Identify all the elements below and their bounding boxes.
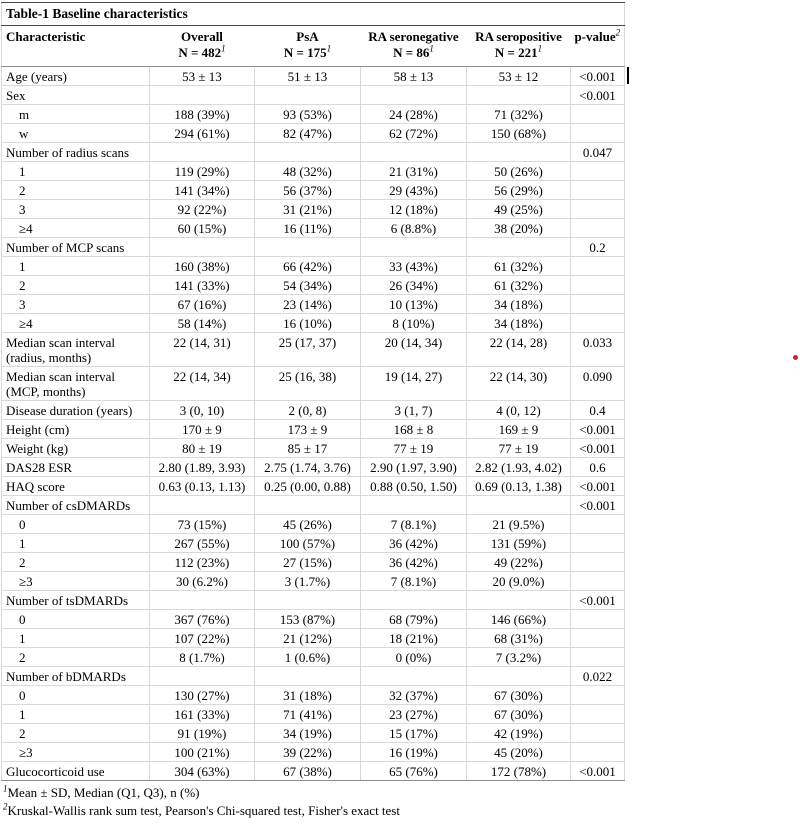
- cell-value: [255, 238, 361, 257]
- row-label: 3: [2, 295, 150, 314]
- row-label: Number of radius scans: [2, 143, 150, 162]
- cell-value: 367 (76%): [150, 610, 255, 629]
- table-row: [2, 667, 625, 686]
- cell-pvalue: [571, 686, 625, 705]
- row-label: ≥3: [2, 743, 150, 762]
- cell-pvalue: [571, 724, 625, 743]
- cell-value: 56 (37%): [255, 181, 361, 200]
- cell-value: [255, 591, 361, 610]
- row-label: ≥4: [2, 219, 150, 238]
- cell-value: 45 (26%): [255, 515, 361, 534]
- table-row: [2, 629, 625, 648]
- cell-value: 172 (78%): [467, 762, 571, 781]
- cell-value: 141 (33%): [150, 276, 255, 295]
- cell-pvalue: [571, 610, 625, 629]
- table-row: [2, 238, 625, 257]
- cell-value: 6 (8.8%): [361, 219, 467, 238]
- cell-value: 30 (6.2%): [150, 572, 255, 591]
- cell-value: 66 (42%): [255, 257, 361, 276]
- table-row: [2, 401, 625, 420]
- cell-value: 27 (15%): [255, 553, 361, 572]
- cell-value: 26 (34%): [361, 276, 467, 295]
- cell-pvalue: [571, 629, 625, 648]
- cell-value: 16 (19%): [361, 743, 467, 762]
- table-row: [2, 124, 625, 143]
- baseline-characteristics-table: [1, 2, 625, 781]
- cell-value: [467, 143, 571, 162]
- table-row: [2, 724, 625, 743]
- cell-value: 16 (10%): [255, 314, 361, 333]
- cell-pvalue: [571, 572, 625, 591]
- table-row: [2, 333, 625, 367]
- cell-value: 73 (15%): [150, 515, 255, 534]
- cell-value: [467, 667, 571, 686]
- cell-pvalue: 0.6: [571, 458, 625, 477]
- cell-value: 22 (14, 34): [150, 367, 255, 401]
- cell-value: 50 (26%): [467, 162, 571, 181]
- cell-pvalue: 0.033: [571, 333, 625, 367]
- row-label: Sex: [2, 86, 150, 105]
- cell-pvalue: [571, 314, 625, 333]
- cell-value: 67 (38%): [255, 762, 361, 781]
- cell-value: 67 (30%): [467, 686, 571, 705]
- cell-value: 93 (53%): [255, 105, 361, 124]
- cell-value: 82 (47%): [255, 124, 361, 143]
- cell-value: 112 (23%): [150, 553, 255, 572]
- cell-value: 53 ± 13: [150, 67, 255, 86]
- table-row: [2, 686, 625, 705]
- cell-value: 2 (0, 8): [255, 401, 361, 420]
- column-header: RA seropositive $N = 221^1$: [467, 26, 571, 67]
- cell-value: 23 (14%): [255, 295, 361, 314]
- table-row: [2, 515, 625, 534]
- table-row: [2, 477, 625, 496]
- row-label: ≥3: [2, 572, 150, 591]
- cell-value: 20 (9.0%): [467, 572, 571, 591]
- cell-value: [255, 86, 361, 105]
- cell-value: 23 (27%): [361, 705, 467, 724]
- row-label: Number of tsDMARDs: [2, 591, 150, 610]
- cell-value: 169 ± 9: [467, 420, 571, 439]
- cell-value: 80 ± 19: [150, 439, 255, 458]
- cell-value: 2.90 (1.97, 3.90): [361, 458, 467, 477]
- column-header: p-value$^2$: [571, 26, 625, 67]
- row-label: 2: [2, 724, 150, 743]
- cell-pvalue: 0.022: [571, 667, 625, 686]
- cell-value: [467, 591, 571, 610]
- cell-value: 61 (32%): [467, 257, 571, 276]
- row-label: 0: [2, 610, 150, 629]
- cell-value: 24 (28%): [361, 105, 467, 124]
- table-row: [2, 257, 625, 276]
- table-row: [2, 181, 625, 200]
- cell-pvalue: [571, 648, 625, 667]
- cell-value: 131 (59%): [467, 534, 571, 553]
- cell-pvalue: [571, 295, 625, 314]
- row-label: 3: [2, 200, 150, 219]
- row-label: Glucocorticoid use: [2, 762, 150, 781]
- cell-pvalue: <0.001: [571, 86, 625, 105]
- row-label: m: [2, 105, 150, 124]
- cell-value: 3 (0, 10): [150, 401, 255, 420]
- cell-pvalue: 0.047: [571, 143, 625, 162]
- cell-value: 25 (16, 38): [255, 367, 361, 401]
- cell-pvalue: <0.001: [571, 439, 625, 458]
- row-label: Disease duration (years): [2, 401, 150, 420]
- cell-value: 34 (18%): [467, 295, 571, 314]
- cell-value: [255, 667, 361, 686]
- table-row: [2, 572, 625, 591]
- row-label: Median scan interval (MCP, months): [2, 367, 150, 401]
- table-body: [2, 67, 625, 781]
- cell-value: 25 (17, 37): [255, 333, 361, 367]
- row-label: DAS28 ESR: [2, 458, 150, 477]
- cell-value: [467, 238, 571, 257]
- cell-value: 150 (68%): [467, 124, 571, 143]
- table-row: [2, 86, 625, 105]
- cell-value: 141 (34%): [150, 181, 255, 200]
- row-label: 1: [2, 257, 150, 276]
- cell-value: 62 (72%): [361, 124, 467, 143]
- cell-pvalue: [571, 181, 625, 200]
- cell-value: 32 (37%): [361, 686, 467, 705]
- cell-value: 48 (32%): [255, 162, 361, 181]
- cell-value: [467, 496, 571, 515]
- table-row: [2, 105, 625, 124]
- cell-value: 4 (0, 12): [467, 401, 571, 420]
- table-title: Table-1 Baseline characteristics: [2, 3, 625, 26]
- cell-value: 38 (20%): [467, 219, 571, 238]
- cell-value: 67 (30%): [467, 705, 571, 724]
- table-row: [2, 420, 625, 439]
- table-row: [2, 553, 625, 572]
- cell-value: 188 (39%): [150, 105, 255, 124]
- cell-value: 42 (19%): [467, 724, 571, 743]
- table-row: [2, 705, 625, 724]
- row-label: ≥4: [2, 314, 150, 333]
- cell-value: 153 (87%): [255, 610, 361, 629]
- table-row: [2, 67, 625, 86]
- cell-value: 51 ± 13: [255, 67, 361, 86]
- cell-value: 29 (43%): [361, 181, 467, 200]
- cell-pvalue: [571, 743, 625, 762]
- row-label: Number of MCP scans: [2, 238, 150, 257]
- cell-pvalue: [571, 705, 625, 724]
- cell-value: 107 (22%): [150, 629, 255, 648]
- table-row: [2, 143, 625, 162]
- cell-pvalue: 0.090: [571, 367, 625, 401]
- column-header: Overall $N = 482^1$: [150, 26, 255, 67]
- cell-value: [361, 591, 467, 610]
- cell-value: 7 (8.1%): [361, 515, 467, 534]
- cell-pvalue: [571, 257, 625, 276]
- cell-value: 16 (11%): [255, 219, 361, 238]
- cell-value: 160 (38%): [150, 257, 255, 276]
- table-row: [2, 591, 625, 610]
- cell-value: 0.63 (0.13, 1.13): [150, 477, 255, 496]
- table-footnotes: [1, 784, 624, 819]
- column-header: Characteristic: [2, 26, 150, 67]
- row-label: 1: [2, 162, 150, 181]
- cell-value: 54 (34%): [255, 276, 361, 295]
- cell-value: 49 (22%): [467, 553, 571, 572]
- cell-value: 168 ± 8: [361, 420, 467, 439]
- table-row: [2, 743, 625, 762]
- title-row: [2, 3, 625, 26]
- table-row: [2, 458, 625, 477]
- cell-value: 77 ± 19: [361, 439, 467, 458]
- row-label: 1: [2, 629, 150, 648]
- cell-value: [361, 86, 467, 105]
- cell-value: 267 (55%): [150, 534, 255, 553]
- cell-value: 85 ± 17: [255, 439, 361, 458]
- cell-value: 170 ± 9: [150, 420, 255, 439]
- cell-value: 8 (10%): [361, 314, 467, 333]
- cell-value: [255, 496, 361, 515]
- cell-value: 161 (33%): [150, 705, 255, 724]
- cell-value: 0 (0%): [361, 648, 467, 667]
- cell-value: 1 (0.6%): [255, 648, 361, 667]
- cell-pvalue: [571, 162, 625, 181]
- table-row: [2, 610, 625, 629]
- cell-value: [361, 143, 467, 162]
- cell-value: 34 (19%): [255, 724, 361, 743]
- cell-value: 91 (19%): [150, 724, 255, 743]
- table-row: [2, 200, 625, 219]
- cell-value: [150, 496, 255, 515]
- column-header: RA seronegative $N = 86^1$: [361, 26, 467, 67]
- table-row: [2, 219, 625, 238]
- row-label: 0: [2, 686, 150, 705]
- cell-value: 58 (14%): [150, 314, 255, 333]
- table-row: [2, 314, 625, 333]
- cell-value: [150, 238, 255, 257]
- table-row: [2, 762, 625, 781]
- cell-pvalue: <0.001: [571, 420, 625, 439]
- cell-pvalue: 0.4: [571, 401, 625, 420]
- table-row: [2, 648, 625, 667]
- cell-value: 2.75 (1.74, 3.76): [255, 458, 361, 477]
- row-label: Age (years): [2, 67, 150, 86]
- cell-value: 92 (22%): [150, 200, 255, 219]
- cell-value: 33 (43%): [361, 257, 467, 276]
- header-row: [2, 26, 625, 67]
- row-label: HAQ score: [2, 477, 150, 496]
- cell-pvalue: <0.001: [571, 762, 625, 781]
- cell-pvalue: <0.001: [571, 591, 625, 610]
- cell-value: 119 (29%): [150, 162, 255, 181]
- cell-value: 49 (25%): [467, 200, 571, 219]
- cell-value: 146 (66%): [467, 610, 571, 629]
- row-label: 2: [2, 181, 150, 200]
- cell-pvalue: <0.001: [571, 496, 625, 515]
- row-label: Median scan interval (radius, months): [2, 333, 150, 367]
- row-label: 2: [2, 553, 150, 572]
- cell-pvalue: 0.2: [571, 238, 625, 257]
- cell-value: 77 ± 19: [467, 439, 571, 458]
- baseline-characteristics-section: [1, 2, 624, 820]
- table-row: [2, 276, 625, 295]
- cell-value: 34 (18%): [467, 314, 571, 333]
- table-row: [2, 367, 625, 401]
- cell-value: 31 (18%): [255, 686, 361, 705]
- cell-value: [361, 667, 467, 686]
- cell-value: 45 (20%): [467, 743, 571, 762]
- cell-value: 18 (21%): [361, 629, 467, 648]
- cell-value: 56 (29%): [467, 181, 571, 200]
- cell-value: [150, 667, 255, 686]
- cell-value: 7 (3.2%): [467, 648, 571, 667]
- cell-value: 0.88 (0.50, 1.50): [361, 477, 467, 496]
- cell-value: 36 (42%): [361, 553, 467, 572]
- cell-value: 67 (16%): [150, 295, 255, 314]
- cell-value: 3 (1.7%): [255, 572, 361, 591]
- cell-value: 21 (12%): [255, 629, 361, 648]
- cell-value: 19 (14, 27): [361, 367, 467, 401]
- red-dot-marker: [793, 355, 798, 360]
- cell-pvalue: [571, 534, 625, 553]
- table-row: [2, 496, 625, 515]
- row-label: 2: [2, 276, 150, 295]
- column-header: PsA $N = 175^1$: [255, 26, 361, 67]
- cell-value: 61 (32%): [467, 276, 571, 295]
- table-row: [2, 295, 625, 314]
- cell-value: [150, 86, 255, 105]
- cell-value: 20 (14, 34): [361, 333, 467, 367]
- cell-value: 12 (18%): [361, 200, 467, 219]
- cell-pvalue: [571, 276, 625, 295]
- cell-value: 7 (8.1%): [361, 572, 467, 591]
- cell-value: 15 (17%): [361, 724, 467, 743]
- cell-value: 130 (27%): [150, 686, 255, 705]
- cell-pvalue: <0.001: [571, 67, 625, 86]
- cell-value: 68 (79%): [361, 610, 467, 629]
- cell-pvalue: [571, 124, 625, 143]
- row-label: 1: [2, 705, 150, 724]
- cell-value: 173 ± 9: [255, 420, 361, 439]
- cell-value: 0.69 (0.13, 1.38): [467, 477, 571, 496]
- cell-value: [150, 591, 255, 610]
- cell-value: [150, 143, 255, 162]
- row-label: Height (cm): [2, 420, 150, 439]
- cell-value: 36 (42%): [361, 534, 467, 553]
- cell-value: 58 ± 13: [361, 67, 467, 86]
- cell-value: 304 (63%): [150, 762, 255, 781]
- cell-value: 60 (15%): [150, 219, 255, 238]
- cell-value: 100 (57%): [255, 534, 361, 553]
- row-label: 1: [2, 534, 150, 553]
- cell-value: 3 (1, 7): [361, 401, 467, 420]
- cell-value: 22 (14, 28): [467, 333, 571, 367]
- cell-pvalue: [571, 553, 625, 572]
- cell-value: 0.25 (0.00, 0.88): [255, 477, 361, 496]
- cell-value: 71 (32%): [467, 105, 571, 124]
- cell-value: 2.80 (1.89, 3.93): [150, 458, 255, 477]
- footnote: $^1$Mean ± SD, Median (Q1, Q3), n (%): [3, 783, 200, 800]
- cell-value: 21 (9.5%): [467, 515, 571, 534]
- cell-value: [255, 143, 361, 162]
- table-row: [2, 439, 625, 458]
- row-label: 2: [2, 648, 150, 667]
- cell-value: [361, 238, 467, 257]
- table-row: [2, 162, 625, 181]
- row-label: 0: [2, 515, 150, 534]
- cell-value: 71 (41%): [255, 705, 361, 724]
- cell-value: 8 (1.7%): [150, 648, 255, 667]
- cell-value: 65 (76%): [361, 762, 467, 781]
- cell-value: [467, 86, 571, 105]
- row-label: Number of csDMARDs: [2, 496, 150, 515]
- table-row: [2, 534, 625, 553]
- cell-value: 39 (22%): [255, 743, 361, 762]
- cell-value: 2.82 (1.93, 4.02): [467, 458, 571, 477]
- cell-value: 21 (31%): [361, 162, 467, 181]
- cell-pvalue: [571, 515, 625, 534]
- cell-pvalue: <0.001: [571, 477, 625, 496]
- text-cursor: [627, 67, 629, 84]
- cell-value: 100 (21%): [150, 743, 255, 762]
- row-label: Number of bDMARDs: [2, 667, 150, 686]
- cell-value: 10 (13%): [361, 295, 467, 314]
- footnote: $^2$Kruskal-Wallis rank sum test, Pearson's Chi-squared test, Fisher's exact test: [3, 801, 400, 818]
- cell-value: 22 (14, 31): [150, 333, 255, 367]
- cell-value: 53 ± 12: [467, 67, 571, 86]
- cell-pvalue: [571, 200, 625, 219]
- cell-value: 22 (14, 30): [467, 367, 571, 401]
- cell-pvalue: [571, 219, 625, 238]
- cell-pvalue: [571, 105, 625, 124]
- cell-value: 31 (21%): [255, 200, 361, 219]
- row-label: w: [2, 124, 150, 143]
- cell-value: [361, 496, 467, 515]
- cell-value: 294 (61%): [150, 124, 255, 143]
- row-label: Weight (kg): [2, 439, 150, 458]
- cell-value: 68 (31%): [467, 629, 571, 648]
